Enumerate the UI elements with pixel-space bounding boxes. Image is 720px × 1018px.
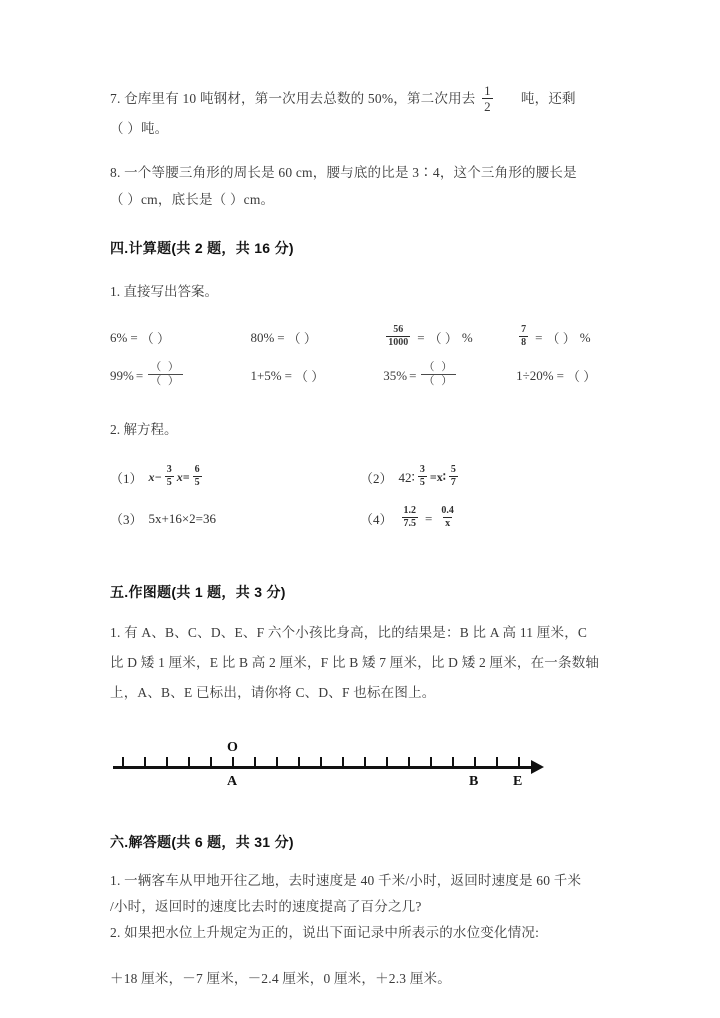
number-line-tick <box>342 757 344 767</box>
number-line-arrow-icon <box>531 760 544 774</box>
calc-row-1 <box>110 326 630 349</box>
number-line-tick <box>232 757 234 767</box>
calc-equals: = <box>135 367 144 383</box>
number-line-label-b: B <box>469 774 479 790</box>
equation-term: x= <box>176 470 190 485</box>
section-five-heading: 五.作图题(共 1 题，共 3 分) <box>110 584 286 601</box>
equation-1 <box>110 466 360 489</box>
calc-item-1-plus-5-percent <box>250 366 383 385</box>
question-7-line-2: （ ）吨。 <box>110 121 169 137</box>
section-six-heading: 六.解答题(共 6 题，共 31 分) <box>110 834 294 851</box>
number-line-tick <box>430 757 432 767</box>
calc-equals: = <box>284 367 292 383</box>
fraction-denominator: 7 <box>450 477 456 489</box>
equation-row-1 <box>110 466 630 489</box>
calc-item-1-div-20-percent <box>516 366 630 385</box>
equation-fraction <box>439 506 456 529</box>
fraction-denominator: 5 <box>419 477 425 489</box>
problem-1-line-1: 1. 一辆客车从甲地开往乙地，去时速度是 40 千米/小时，返回时速度是 60 千米 <box>110 873 582 889</box>
number-line-tick <box>166 757 168 767</box>
number-line-tick <box>452 757 454 767</box>
fraction-numerator: 3 <box>419 464 425 476</box>
equation-term: =x∶ <box>429 470 446 485</box>
fraction-denominator: 5 <box>194 477 200 489</box>
equation-number: （1） <box>110 471 143 487</box>
calc-equals: = <box>277 329 285 345</box>
fraction-denominator: 2 <box>484 99 491 115</box>
calc-fraction <box>519 325 528 348</box>
calc-left: 6% <box>110 329 128 345</box>
number-line-tick <box>298 757 300 767</box>
calc-left: 99% <box>110 367 134 383</box>
number-line-tick <box>364 757 366 767</box>
number-line-label-e: E <box>513 774 523 790</box>
calc-item-35-percent <box>383 363 516 388</box>
equation-3 <box>110 509 360 528</box>
fraction-numerator-blank[interactable]: （ ） <box>423 361 455 374</box>
paragraph-line-3: 上，A、B、E 已标出，请你将 C、D、F 也标在图上。 <box>110 685 436 701</box>
section-four-heading: 四.计算题(共 2 题，共 16 分) <box>110 240 294 257</box>
number-line-tick <box>474 757 476 767</box>
fraction-denominator: 5 <box>166 477 172 489</box>
fraction-denominator: 7.5 <box>403 518 417 530</box>
number-line-tick <box>408 757 410 767</box>
section-five-paragraph <box>110 618 630 708</box>
number-line-axis <box>113 766 533 769</box>
equation-number: （3） <box>110 512 143 528</box>
calc-fraction <box>386 325 410 348</box>
fraction-numerator: 3 <box>166 464 172 476</box>
question-7-fraction <box>482 84 493 113</box>
equation-fraction <box>449 465 458 488</box>
section-six-problem-1 <box>110 868 630 920</box>
paragraph-line-2: 比 D 矮 1 厘米，E 比 B 高 2 厘米，F 比 B 矮 7 厘米，比 D 矮 2 厘米，在一条数轴 <box>110 655 600 671</box>
number-line-diagram <box>110 734 630 798</box>
calc-suffix: % <box>461 329 473 345</box>
question-7-text-after: 吨，还剩 <box>520 91 576 106</box>
question-7-line-1 <box>110 84 630 114</box>
calc-left: 35% <box>383 367 408 383</box>
calc-equals: = <box>130 329 138 345</box>
fraction-denominator-blank[interactable]: （ ） <box>150 375 181 388</box>
calc-blank[interactable]: （ ） <box>566 369 597 385</box>
problem-1-line-2: /小时，返回时的速度比去时的速度提高了百分之几? <box>110 899 422 915</box>
calc-item-99-percent <box>110 363 250 388</box>
number-line-tick <box>210 757 212 767</box>
calc-item-56-over-1000 <box>383 326 516 349</box>
number-line-tick <box>386 757 388 767</box>
number-line-tick <box>188 757 190 767</box>
calc-left: 1÷20% <box>516 367 554 383</box>
equation-4 <box>360 507 459 530</box>
fraction-numerator: 5 <box>450 464 456 476</box>
equation-fraction <box>165 465 174 488</box>
number-line-tick <box>518 757 520 767</box>
fraction-numerator: 56 <box>393 324 404 336</box>
equation-term: x− <box>148 470 162 485</box>
calc-blank-fraction[interactable] <box>148 362 183 387</box>
fraction-denominator: 8 <box>521 337 527 349</box>
equation-term: 42∶ <box>398 469 415 485</box>
calc-row-2 <box>110 363 630 388</box>
calc-equals: = <box>535 329 543 345</box>
problem-2-line-1: 2. 如果把水位上升规定为正的，说出下面记录中所表示的水位变化情况: <box>110 925 540 941</box>
number-line-tick <box>276 757 278 767</box>
calc-blank[interactable]: （ ） <box>294 369 325 385</box>
equation-equals: = <box>425 510 433 526</box>
paragraph-line-1: 1. 有 A、B、C、D、E、F 六个小孩比身高，比的结果是：B 比 A 高 11 厘米，C <box>110 625 588 641</box>
fraction-numerator-blank[interactable]: （ ） <box>150 361 181 374</box>
number-line-tick <box>122 757 124 767</box>
equation-row-2 <box>110 507 630 530</box>
equation-fraction <box>193 465 202 488</box>
fraction-numerator: 7 <box>521 324 527 336</box>
equation-number: （4） <box>360 512 393 528</box>
calc-item-80-percent <box>250 328 383 347</box>
question-7-text-before: 7. 仓库里有 10 吨钢材，第一次用去总数的 50%，第二次用去 <box>110 91 476 106</box>
calc-blank-fraction[interactable] <box>421 362 456 387</box>
fraction-numerator: 6 <box>194 464 200 476</box>
section-four-sub2: 2. 解方程。 <box>110 422 178 438</box>
worksheet-content <box>110 84 630 994</box>
equation-2 <box>360 466 461 489</box>
question-8-line-2: （ ）cm，底长是（ ）cm。 <box>110 192 275 208</box>
calc-suffix: % <box>579 329 591 345</box>
calc-blank[interactable]: （ ） <box>287 331 317 347</box>
calc-blank[interactable]: （ ） <box>428 331 458 347</box>
calc-equals: = <box>556 367 564 383</box>
number-line-label-o: O <box>227 740 238 756</box>
calc-left: 1+5% <box>250 367 282 383</box>
equation-fraction <box>418 465 427 488</box>
number-line-tick <box>496 757 498 767</box>
calc-item-7-over-8 <box>516 326 630 349</box>
number-line-tick <box>144 757 146 767</box>
calc-equals: = <box>417 329 425 345</box>
section-six-problem-2 <box>110 920 630 946</box>
question-8-line-1: 8. 一个等腰三角形的周长是 60 cm，腰与底的比是 3∶4，这个三角形的腰长是 <box>110 165 577 181</box>
calc-blank[interactable]: （ ） <box>546 331 576 347</box>
fraction-numerator: 1 <box>484 83 491 99</box>
number-line-tick <box>254 757 256 767</box>
calc-left: 80% <box>250 329 275 345</box>
fraction-denominator-blank[interactable]: （ ） <box>423 375 455 388</box>
equation-number: （2） <box>360 471 393 487</box>
equation-fraction <box>402 506 419 529</box>
equation-term: 5x+16×2=36 <box>148 510 217 526</box>
calc-equals: = <box>409 367 417 383</box>
fraction-numerator: 0.4 <box>441 505 454 517</box>
fraction-numerator: 1.2 <box>403 505 417 517</box>
fraction-denominator: 1000 <box>388 337 409 349</box>
calc-blank[interactable]: （ ） <box>140 331 170 347</box>
fraction-denominator: x <box>445 518 451 530</box>
section-six-data-line: ＋18 厘米，－7 厘米，－2.4 厘米，0 厘米，＋2.3 厘米。 <box>110 971 451 987</box>
number-line-tick <box>320 757 322 767</box>
calc-item-6-percent <box>110 328 250 347</box>
section-four-sub1: 1. 直接写出答案。 <box>110 284 218 300</box>
number-line-label-a: A <box>227 774 238 790</box>
